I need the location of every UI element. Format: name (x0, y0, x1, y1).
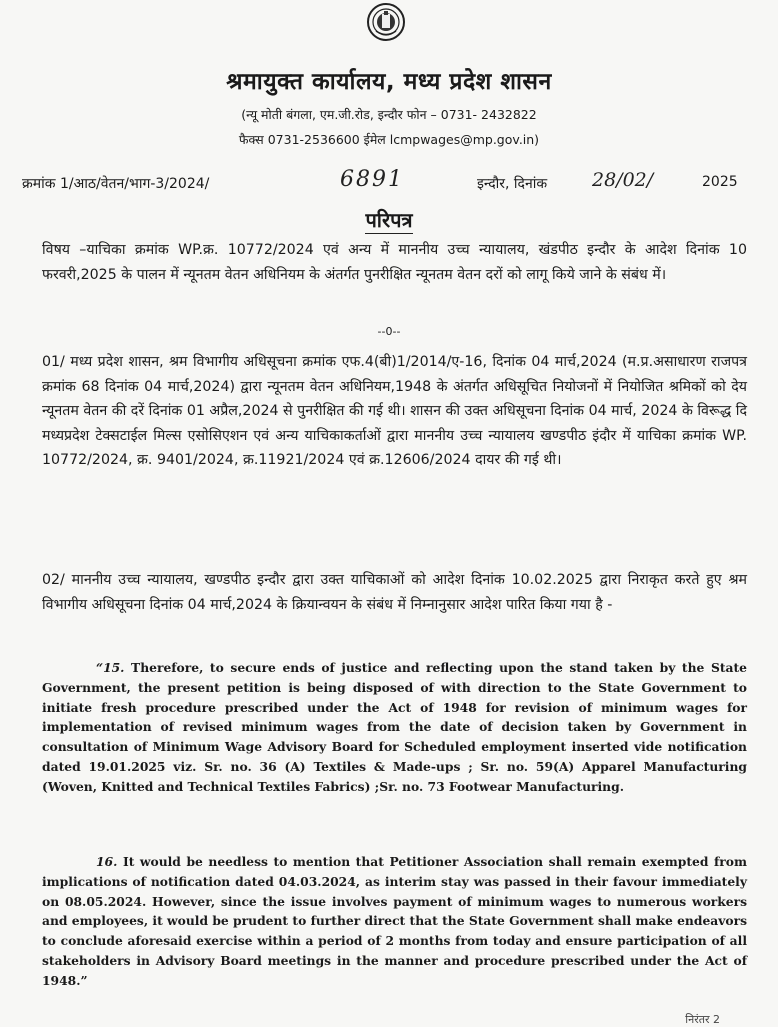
paragraph-01: 01/ मध्य प्रदेश शासन, श्रम विभागीय अधिसूचना क्रमांक एफ.4(बी)1/2014/ए-16, दिनांक 04 मार्च,2024 (म.प्र.असाधारण राजपत्र क्रमांक 68 दिनांक 04 मार्च,2024) द्वारा न्यूनतम वेतन अधिनियम,1948 के अंतर्गत अधिसूचित नियोजनों में नियोजित श्रमिकों को देय न्यूनतम वेतन की दरें दिनांक 01 अप्रैल,2024 से पुनरीक्षित की गई थी। शासन की उक्त अधिसूचना दिनांक 04 मार्च, 2024 के विरूद्ध दि मध्यप्रदेश टेक्सटाईल मिल्स एसोसिएशन एवं अन्य याचिकाकर्ताओं द्वारा माननीय उच्च न्यायालय खण्डपीठ इंदौर में याचिका क्रमांक WP. 10772/2024, क्र. 9401/2024, क्र.11921/2024 एवं क्र.12606/2024 दायर की गई थी। (42, 354, 747, 468)
section-divider: --0-- (377, 325, 401, 338)
reference-row (22, 167, 762, 200)
paragraph-02: 02/ माननीय उच्च न्यायालय, खण्डपीठ इन्दौर द्वारा उक्त याचिकाओं को आदेश दिनांक 10.02.2025 द्वारा निराकृत करते हुए श्रम विभागीय अधिसूचना दिनांक 04 मार्च,2024 के क्रियान्वयन के संबंध में निम्नानुसार आदेश पारित किया गया है - (42, 572, 747, 613)
date-year: 2025 (702, 174, 738, 190)
office-address: (न्यू मोती बंगला, एम.जी.रोड, इन्दौर फोन – 0731- 2432822 (241, 107, 537, 122)
quote-16-number: 16. (96, 854, 118, 869)
handwritten-reference-number: 6891 (340, 167, 404, 192)
office-title: श्रमायुक्त कार्यालय, मध्य प्रदेश शासन (226, 69, 552, 95)
handwritten-date: 28/02/ (592, 169, 654, 191)
quote-15-text: Therefore, to secure ends of justice and reflecting upon the stand taken by the State Government, the present petition is being disposed of with direction to the State Government to initiate fresh procedure prescribed under the Act of 1948 for revision of minimum wages for implementation of revised minimum wages from the date of decision taken by Government in consultation of Minimum Wage Advisory Board for Scheduled employment inserted vide notification dated 19.01.2025 viz. Sr. no. 36 (A) Textiles & Made-ups ; Sr. no. 59(A) Apparel Manufacturing (Woven, Knitted and Technical Textiles Fabrics) ;Sr. no. 73 Footwear Manufacturing. (42, 660, 747, 794)
place-date-label: इन्दौर, दिनांक (477, 176, 548, 192)
quote-16-text: It would be needless to mention that Petitioner Association shall remain exempted from implications of notification dated 04.03.2024, as interim stay was passed in their favour immediately on 08.05.2024. However, since the issue involves payment of minimum wages to numerous workers and employees, it would be prudent to further direct that the State Government shall make endeavors to conclude aforesaid exercise within a period of 2 months from today and ensure participation of all stakeholders in Advisory Board meetings in the manner and procedure prescribed under the Act of 1948.” (42, 854, 747, 988)
reference-number-prefix: क्रमांक 1/आठ/वेतन/भाग-3/2024/ (22, 176, 210, 192)
court-order-quote-15 (42, 658, 747, 797)
quote-15-number: “15. (96, 660, 125, 675)
office-contact: फैक्स 0731-2536600 ईमेल lcmpwages@mp.gov.in) (238, 132, 540, 147)
court-order-quote-16 (42, 852, 747, 991)
circular-title (0, 206, 778, 233)
continuation-marker: निरंतर 2 (685, 1013, 720, 1026)
subject-line: विषय –याचिका क्रमांक WP.क्र. 10772/2024 एवं अन्य में माननीय उच्च न्यायालय, खंडपीठ इन्दौर के आदेश दिनांक 10 फरवरी,2025 के पालन में न्यूनतम वेतन अधिनियम के अंतर्गत पुनरीक्षित न्यूनतम वेतन दरों को लागू किये जाने के संबंध में। (42, 242, 747, 283)
circular-title-text: परिपत्र (365, 208, 413, 232)
government-emblem-icon (366, 2, 406, 42)
